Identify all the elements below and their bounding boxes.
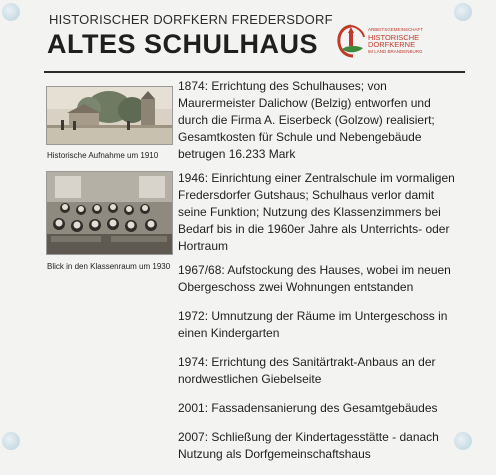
page-title: ALTES SCHULHAUS <box>47 29 319 59</box>
village-church-logo-icon <box>336 23 366 59</box>
classroom-photo <box>46 171 173 255</box>
mounting-bolt-icon <box>454 3 472 21</box>
photo-caption: Historische Aufnahme um 1910 <box>47 151 159 160</box>
header-divider <box>44 71 465 73</box>
timeline-entry: 1967/68: Aufstockung des Hauses, wobei im neuen Obergeschoss zwei Wohnungen entstanden <box>178 263 451 294</box>
timeline-entry: 2007: Schließung der Kindertagesstätte - danach Nutzung als Dorfgemeinschaftshaus <box>178 430 439 461</box>
historic-village-photo <box>46 86 173 145</box>
supertitle: HISTORISCHER DORFKERN FREDERSDORF <box>49 12 333 27</box>
logo-line-2: HISTORISCHE DORFKERNE <box>368 32 420 49</box>
timeline-entry: 1946: Einrichtung einer Zentralschule im vormaligen Fredersdorfer Gutshaus; Schulhaus verlor damit seine Funktion; Nutzung des Klassenzimmers bei Bedarf bis in die 1960er Jahre als Unterrichts- oder Hortraum <box>178 171 455 253</box>
timeline-entry: 1974: Errichtung des Sanitärtrakt-Anbaus an der nordwestlichen Giebelseite <box>178 355 436 386</box>
mounting-bolt-icon <box>2 3 20 21</box>
timeline <box>178 78 464 475</box>
photo-caption: Blick in den Klassenraum um 1930 <box>47 262 171 271</box>
mounting-bolt-icon <box>2 432 20 450</box>
logo-line-1: ARBEITSGEMEINSCHAFT <box>368 27 424 32</box>
timeline-entry: 2001: Fassadensanierung des Gesamtgebäudes <box>178 401 438 415</box>
logo-line-3: IM LAND BRANDENBURG <box>368 48 423 54</box>
timeline-entry: 1972: Umnutzung der Räume im Untergeschoss in einen Kindergarten <box>178 309 448 340</box>
organization-logo <box>336 23 456 59</box>
timeline-entry: 1874: Errichtung des Schulhauses; von Maurermeister Dalichow (Belzig) entworfen und durch die Firma A. Eiserbeck (Golzow) realisiert; Gesamtkosten für Schule und Nebengebäude betrugen 16.233 Mark <box>178 79 435 161</box>
